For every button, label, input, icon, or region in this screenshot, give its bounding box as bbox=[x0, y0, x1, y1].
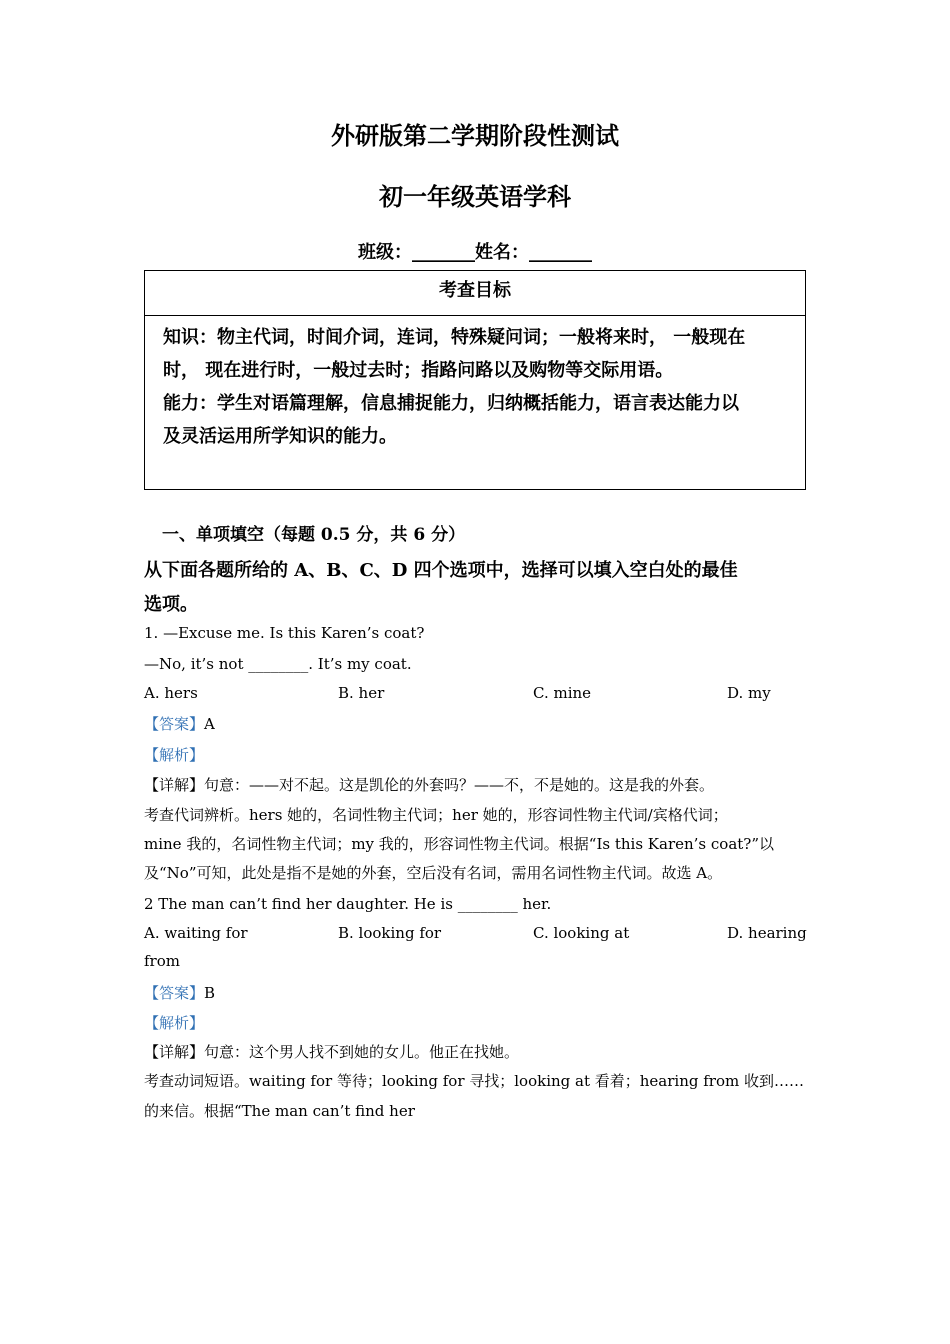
question-1-answer bbox=[144, 713, 215, 734]
question-1-option-a: A. hers bbox=[144, 684, 198, 702]
section-instruction: 选项。 bbox=[144, 594, 198, 615]
answer-label: 【答案】 bbox=[144, 715, 205, 733]
question-1-detail-line: mine 我的，名词性物主代词；my 我的，形容词性物主代词。根据“Is this Karen’s coat?”以 bbox=[144, 835, 775, 853]
question-2-option-d-wrap: from bbox=[144, 952, 180, 970]
goals-line: 及灵活运用所学知识的能力。 bbox=[163, 426, 397, 447]
question-1-detail-line: 及“No”可知，此处是指不是她的外套，空后没有名词，需用名词性物主代词。故选 A。 bbox=[144, 864, 723, 882]
question-2-detail-line: 考查动词短语。waiting for 等待；looking for 寻找；looking at 看着；hearing from 收到…… bbox=[144, 1072, 804, 1090]
answer-value: B bbox=[204, 984, 216, 1002]
question-1-detail bbox=[144, 774, 714, 795]
goals-box bbox=[144, 270, 806, 490]
question-2-analysis-label: 【解析】 bbox=[144, 1014, 205, 1032]
question-1-line: 1. —Excuse me. Is this Karen’s coat? bbox=[144, 624, 425, 642]
page-title: 外研版第二学期阶段性测试 bbox=[331, 121, 619, 150]
question-2-detail-line: 的来信。根据“The man can’t find her bbox=[144, 1102, 415, 1120]
question-2-line: 2 The man can’t find her daughter. He is ________ her. bbox=[144, 895, 552, 913]
goals-line: 时， 现在进行时，一般过去时；指路问路以及购物等交际用语。 bbox=[163, 360, 674, 381]
question-2-answer bbox=[144, 982, 215, 1003]
detail-label: 【详解】 bbox=[144, 1043, 205, 1061]
answer-label: 【答案】 bbox=[144, 984, 205, 1002]
question-2-option-b: B. looking for bbox=[338, 924, 442, 942]
goals-heading: 考查目标 bbox=[145, 271, 805, 316]
goals-line: 知识：物主代词，时间介词，连词，特殊疑问词；一般将来时， 一般现在 bbox=[163, 327, 746, 348]
question-1-line: —No, it’s not ________. It’s my coat. bbox=[144, 655, 412, 673]
section-heading: 一、单项填空（每题 0.5 分，共 6 分） bbox=[162, 525, 466, 545]
question-1-option-c: C. mine bbox=[533, 684, 592, 702]
detail-text: 句意：——对不起。这是凯伦的外套吗？——不，不是她的。这是我的外套。 bbox=[204, 776, 715, 794]
question-2-option-a: A. waiting for bbox=[144, 924, 248, 942]
question-1-option-d: D. my bbox=[727, 684, 771, 702]
question-2-detail bbox=[144, 1041, 519, 1062]
question-2-option-d: D. hearing bbox=[727, 924, 807, 942]
question-1-option-b: B. her bbox=[338, 684, 385, 702]
detail-label: 【详解】 bbox=[144, 776, 205, 794]
class-name-line: 班级：_______姓名：_______ bbox=[358, 242, 592, 263]
answer-value: A bbox=[204, 715, 215, 733]
question-1-detail-line: 考查代词辨析。hers 她的，名词性物主代词；her 她的，形容词性物主代词/宾格代词； bbox=[144, 806, 728, 824]
page-subtitle: 初一年级英语学科 bbox=[379, 182, 571, 211]
question-1-analysis-label: 【解析】 bbox=[144, 746, 205, 764]
detail-text: 句意：这个男人找不到她的女儿。他正在找她。 bbox=[204, 1043, 520, 1061]
section-instruction: 从下面各题所给的 A、B、C、D 四个选项中，选择可以填入空白处的最佳 bbox=[144, 560, 738, 581]
goals-line: 能力：学生对语篇理解，信息捕捉能力，归纳概括能力，语言表达能力以 bbox=[163, 393, 739, 414]
question-2-option-c: C. looking at bbox=[533, 924, 630, 942]
